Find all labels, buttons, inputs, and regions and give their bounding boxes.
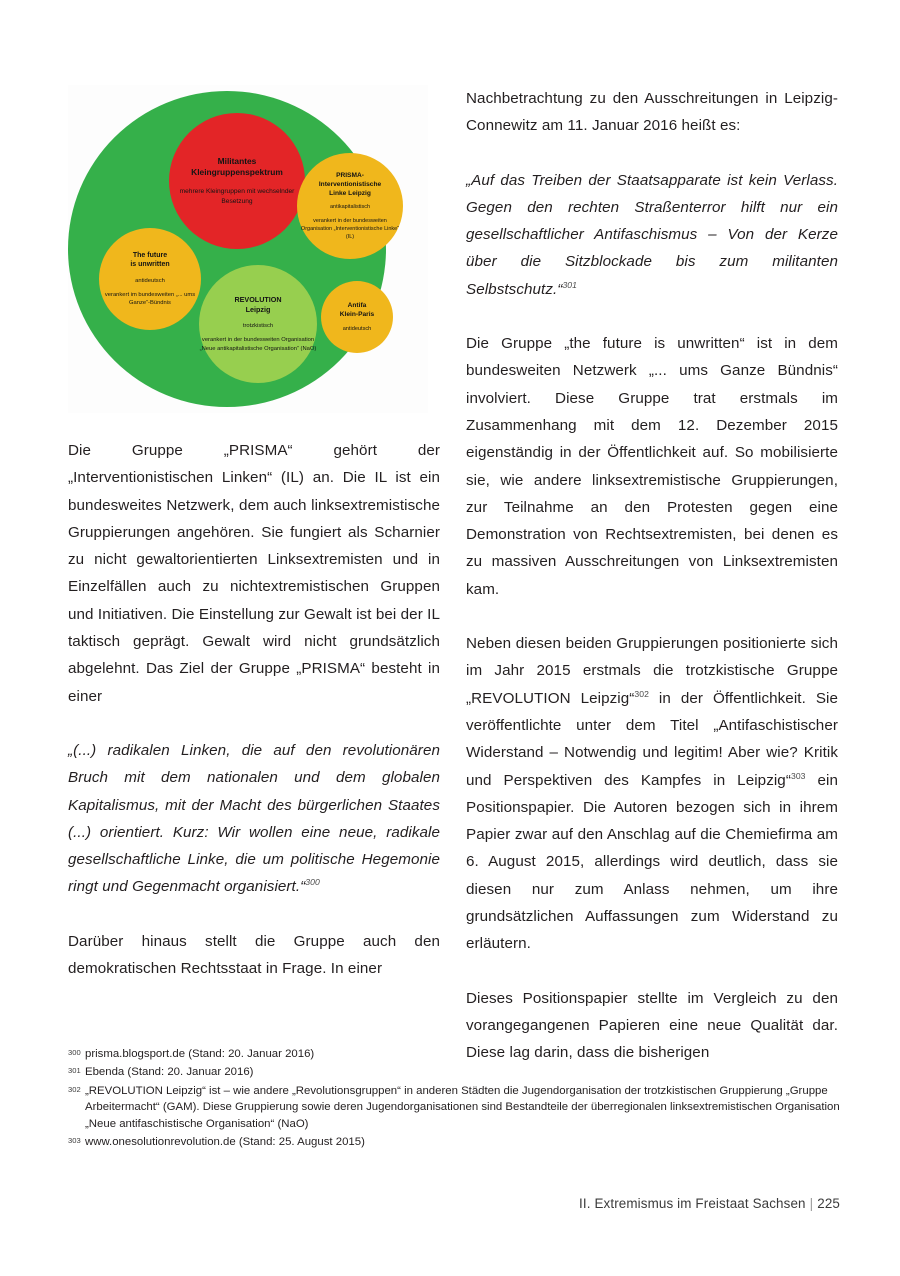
page-footer xyxy=(579,1196,840,1211)
quote-text: „(...) radikalen Linken, die auf den revolutionären Bruch mit dem nationalen und dem globalen Kapitalismus, mit der Macht des bürgerlichen Staates (...) orientiert. Kurz: Wir wollen eine neue, radikale gesellschaftliche Linke, die um politische Hegemonie ringt und Gegenmacht organisiert.“ xyxy=(68,741,440,896)
footer-page-number: 225 xyxy=(817,1196,840,1211)
bubble-subtext-2: verankert in der bundesweiten Organisation „Neue antikapitalistische Organisation“ (NaO) xyxy=(199,337,317,352)
footer-separator: | xyxy=(809,1196,814,1211)
footnote-text: „REVOLUTION Leipzig“ ist – wie andere „Revolutionsgruppen“ in anderen Städten die Jugendorganisation der trotzkistischen Gruppierung „Gruppe Arbeitermacht“ (GAM). Diese Gruppierung sowie deren Jugendorganisationen sind Bestandteile der überregionalen linksextremistischen Organisation „Neue antifaschistische Organisation“ (NaO) xyxy=(85,1084,840,1130)
paragraph-positionspapier-qualitaet: Dieses Positionspapier stellte im Vergleich zu den vorangegangenen Papieren eine neue Qualität dar. Diese lag darin, dass die bisherigen xyxy=(466,989,838,1062)
bubble-subtext-1: antikapitalistisch xyxy=(329,203,371,210)
paragraph-rechtsstaat: Darüber hinaus stellt die Gruppe auch den demokratischen Rechtsstaat in Frage. In einer xyxy=(68,932,440,978)
bubble-subtext-1: trotzkistisch xyxy=(242,322,274,329)
footnote-text: Ebenda (Stand: 20. Januar 2016) xyxy=(85,1066,254,1079)
paragraph-part-2: in der Öffentlichkeit. Sie veröffentlichte unter dem Titel „Antifaschistischer Widerstand – Notwendig und legitim! Aber wie? Kritik und Perspektiven des Kampfes in Leipzig“ xyxy=(466,689,839,789)
footnote-item xyxy=(68,1046,840,1062)
bubble-revolution-leipzig xyxy=(199,265,317,383)
footnote-number: 300 xyxy=(68,1048,81,1057)
bubble-title: Antifa Klein-Paris xyxy=(339,301,375,318)
footnote-text: prisma.blogsport.de (Stand: 20. Januar 2016) xyxy=(85,1048,315,1060)
bubble-prisma-interventionistische-linke xyxy=(297,153,403,259)
footnote-ref-303: 303 xyxy=(790,770,806,781)
bubble-subtext-1: antideutsch xyxy=(135,277,165,284)
bubble-subtext: antideutsch xyxy=(342,326,372,333)
blockquote-prisma-ziel xyxy=(68,737,440,901)
footnote-ref-301: 301 xyxy=(562,279,578,290)
paragraph-nachbetrachtung: Nachbetrachtung zu den Ausschreitungen in Leipzig-Connewitz am 11. Januar 2016 heißt es: xyxy=(466,90,838,135)
bubble-title: The future is unwritten xyxy=(130,251,170,269)
paragraph-part-1: Neben diesen beiden Gruppierungen positionierte sich im Jahr 2015 erstmals die trotzkistische Gruppe „REVOLUTION Leipzig“ xyxy=(466,635,838,707)
footnote-item xyxy=(68,1083,840,1132)
left-column xyxy=(68,85,440,982)
bubble-subtext: mehrere Kleingruppen mit wechselnder Besetzung xyxy=(179,188,295,205)
quote-text: „Auf das Treiben der Staatsapparate ist kein Verlass. Gegen den rechten Straßenterror hilft nur ein gesellschaftlicher Antifaschismus – Von der Kerze über die Sitzblockade bis zum militanten Selbstschutz.“ xyxy=(466,171,838,298)
bubble-militantes-kleingruppenspektrum xyxy=(169,113,305,249)
bubble-the-future-is-unwritten xyxy=(99,228,201,330)
bubble-subtext-2: verankert im bundesweiten „... ums Ganze“-Bündnis xyxy=(104,291,196,307)
footnote-text: www.onesolutionrevolution.de (Stand: 25. August 2015) xyxy=(85,1136,365,1149)
venn-diagram-figure xyxy=(68,85,428,413)
right-column xyxy=(466,85,838,1067)
paragraph-part-3: ein Positionspapier. Die Autoren bezogen sich in ihrem Papier zwar auf den Anschlag auf die Chemiefirma am 6. August 2015, allerdings wird deutlich, dass sie diesen nur zum Anlass nehmen, um ihre grundsätzlichen Auffassungen zum Widerstand zu erläutern. xyxy=(466,771,838,953)
footnote-number: 302 xyxy=(68,1084,81,1094)
blockquote-staatsapparate xyxy=(466,167,838,303)
footnote-number: 303 xyxy=(68,1136,81,1146)
bubble-title: REVOLUTION Leipzig xyxy=(234,295,282,315)
bubble-title: Militantes Kleingruppenspektrum xyxy=(191,155,283,177)
footnote-item xyxy=(68,1064,840,1080)
bubble-subtext-2: verankert in der bundesweiten Organisation „Interventionistische Linke“ (IL) xyxy=(300,217,400,240)
bubble-antifa-klein-paris xyxy=(321,281,393,353)
paragraph-revolution-leipzig xyxy=(466,630,838,958)
paragraph-prisma-il: Die Gruppe „PRISMA“ gehört der „Interventionistischen Linken“ (IL) an. Die IL ist ein bundesweites Netzwerk, dem auch linksextremistische Gruppierungen angehören. Sie fungiert als Scharnier zu nicht gewaltorientierten Linksextremisten und in Einzelfällen auch zu nichtextremistischen Gruppen und Initiativen. Die Einstellung zur Gewalt ist bei der IL taktisch geprägt. Gewalt wird nicht grundsätzlich abgelehnt. Das Ziel der Gruppe „PRISMA“ besteht in einer xyxy=(68,442,440,705)
paragraph-future-is-unwritten: Die Gruppe „the future is unwritten“ ist in dem bundesweiten Netzwerk „... ums Ganze Bündnis“ involviert. Diese Gruppe trat erstmals im Zusammenhang mit dem 12. Dezember 2015 eigenständig in der Öffentlichkeit auf. So mobilisierte sie, wie andere linksextremistische Gruppierungen, zur Teilnahme an den Protesten gegen eine Demonstration von Rechtsextremisten, bei denen es zu massiven Ausschreitungen von Linksextremisten kam. xyxy=(466,335,838,598)
footer-section-title: II. Extremismus im Freistaat Sachsen xyxy=(579,1196,806,1211)
footnotes-section xyxy=(68,1046,840,1152)
bubble-title: PRISMA- Interventionistische Linke Leipzig xyxy=(318,171,382,197)
footnote-number: 301 xyxy=(68,1066,81,1076)
footnote-ref-302: 302 xyxy=(634,688,649,699)
footnote-item xyxy=(68,1134,840,1150)
footnote-ref-300: 300 xyxy=(305,877,320,888)
